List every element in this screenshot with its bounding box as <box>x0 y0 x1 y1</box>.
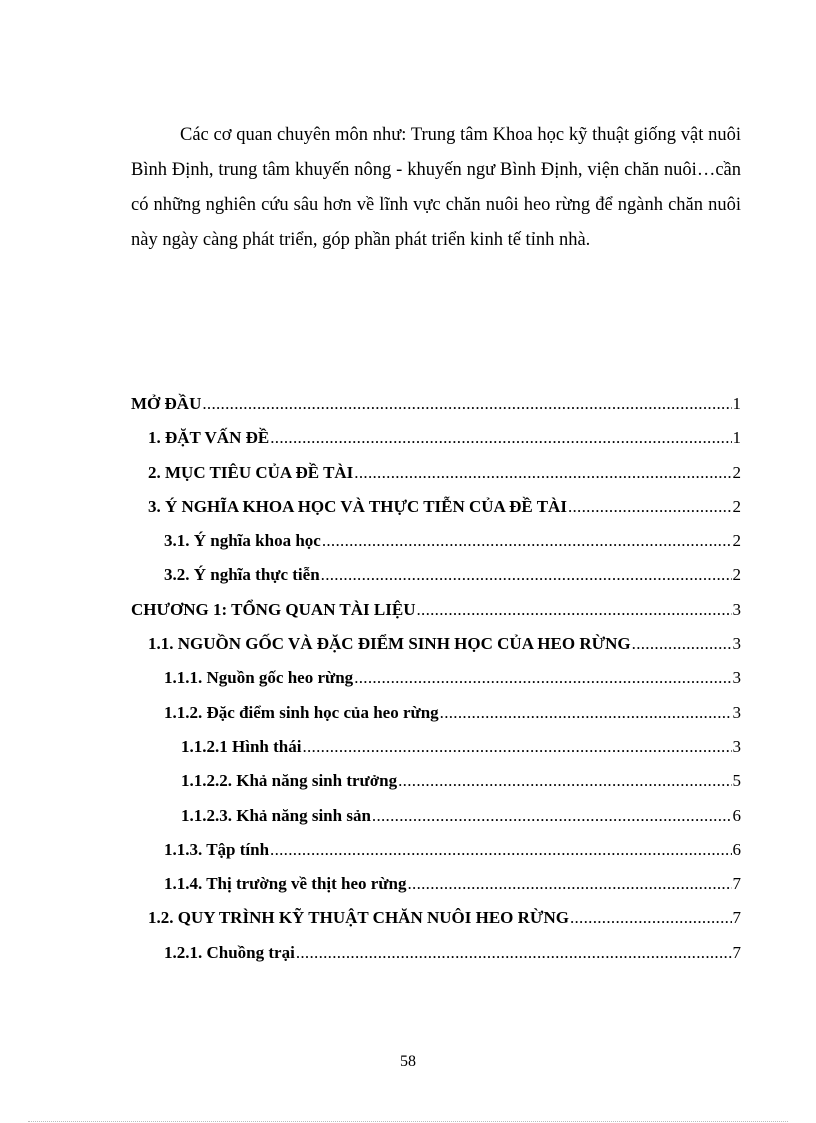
body-paragraph <box>131 118 741 258</box>
toc-leader-dots <box>407 874 731 894</box>
toc-entry[interactable] <box>131 874 741 908</box>
toc-entry-page: 3 <box>732 736 741 756</box>
toc-entry-page: 3 <box>732 599 741 619</box>
toc-leader-dots <box>398 771 731 791</box>
toc-leader-dots <box>322 531 732 551</box>
toc-entry-title: 1. ĐẶT VẤN ĐỀ <box>148 428 270 448</box>
toc-entry-title: 1.1.3. Tập tính <box>164 839 270 859</box>
toc-entry[interactable] <box>131 840 741 874</box>
toc-entry-title: 1.1.2.1 Hình thái <box>181 736 302 756</box>
toc-leader-dots <box>302 737 731 757</box>
toc-leader-dots <box>570 908 732 928</box>
toc-entry[interactable] <box>131 908 741 942</box>
toc-entry-page: 3 <box>732 634 741 654</box>
toc-entry-title: 1.1. NGUỒN GỐC VÀ ĐẶC ĐIỂM SINH HỌC CỦA HEO RỪNG <box>148 634 631 654</box>
toc-leader-dots <box>568 497 732 517</box>
toc-entry-page: 2 <box>732 496 741 516</box>
toc-entry-page: 1 <box>732 428 741 448</box>
toc-entry[interactable] <box>131 565 741 599</box>
toc-entry-title: 3.2. Ý nghĩa thực tiễn <box>164 565 320 585</box>
toc-leader-dots <box>440 703 732 723</box>
toc-entry[interactable] <box>131 463 741 497</box>
toc-leader-dots <box>270 840 731 860</box>
toc-entry-title: 2. MỤC TIÊU CỦA ĐỀ TÀI <box>148 462 354 482</box>
toc-leader-dots <box>632 634 732 654</box>
toc-entry-title: 1.1.2. Đặc điểm sinh học của heo rừng <box>164 702 439 722</box>
toc-entry-page: 2 <box>732 531 741 551</box>
toc-entry[interactable] <box>131 668 741 702</box>
toc-leader-dots <box>321 565 732 585</box>
table-of-contents <box>131 394 741 977</box>
toc-entry-title: 1.2. QUY TRÌNH KỸ THUẬT CHĂN NUÔI HEO RỪNG <box>148 908 569 928</box>
toc-entry-title: 1.1.1. Nguồn gốc heo rừng <box>164 668 354 688</box>
toc-entry-title: 1.1.4. Thị trường về thịt heo rừng <box>164 874 407 894</box>
toc-entry-page: 3 <box>732 668 741 688</box>
toc-entry[interactable] <box>131 600 741 634</box>
toc-entry-page: 2 <box>732 462 741 482</box>
toc-leader-dots <box>416 600 731 620</box>
toc-entry-page: 7 <box>732 874 741 894</box>
toc-entry-page: 3 <box>732 702 741 722</box>
toc-entry[interactable] <box>131 497 741 531</box>
toc-leader-dots <box>354 463 731 483</box>
toc-entry-page: 7 <box>732 908 741 928</box>
toc-entry-page: 5 <box>732 771 741 791</box>
toc-entry[interactable] <box>131 771 741 805</box>
toc-entry[interactable] <box>131 634 741 668</box>
toc-entry[interactable] <box>131 703 741 737</box>
toc-leader-dots <box>296 943 732 963</box>
toc-entry[interactable] <box>131 806 741 840</box>
toc-entry[interactable] <box>131 394 741 428</box>
toc-entry-page: 6 <box>732 839 741 859</box>
toc-entry-title: 1.1.2.3. Khả năng sinh sản <box>181 805 371 825</box>
toc-entry-title: 3.1. Ý nghĩa khoa học <box>164 531 321 551</box>
toc-entry-title: 1.1.2.2. Khả năng sinh trưởng <box>181 771 398 791</box>
toc-leader-dots <box>202 394 731 414</box>
toc-entry[interactable] <box>131 428 741 462</box>
page-bottom-divider <box>28 1121 788 1122</box>
toc-entry[interactable] <box>131 943 741 977</box>
toc-entry-title: 1.2.1. Chuồng trại <box>164 942 295 962</box>
toc-leader-dots <box>354 668 731 688</box>
toc-entry-title: MỞ ĐẦU <box>131 394 202 413</box>
toc-leader-dots <box>270 428 731 448</box>
page-number: 58 <box>400 1053 416 1070</box>
toc-entry[interactable] <box>131 737 741 771</box>
toc-entry-page: 2 <box>732 565 741 585</box>
toc-entry-title: CHƯƠNG 1: TỔNG QUAN TÀI LIỆU <box>131 599 416 619</box>
toc-entry-page: 7 <box>732 942 741 962</box>
toc-entry-title: 3. Ý NGHĨA KHOA HỌC VÀ THỰC TIỄN CỦA ĐỀ TÀI <box>148 496 567 516</box>
paragraph-text: Các cơ quan chuyên môn như: Trung tâm Khoa học kỹ thuật giống vật nuôi Bình Định, trung tâm khuyến nông - khuyến ngư Bình Định, viện chăn nuôi…cần có những nghiên cứu sâu hơn về lĩnh vực chăn nuôi heo rừng để ngành chăn nuôi này ngày càng phát triển, góp phần phát triển kinh tế tỉnh nhà. <box>131 125 741 250</box>
toc-entry-page: 1 <box>732 394 741 413</box>
toc-entry-page: 6 <box>732 805 741 825</box>
toc-leader-dots <box>372 806 732 826</box>
toc-entry[interactable] <box>131 531 741 565</box>
